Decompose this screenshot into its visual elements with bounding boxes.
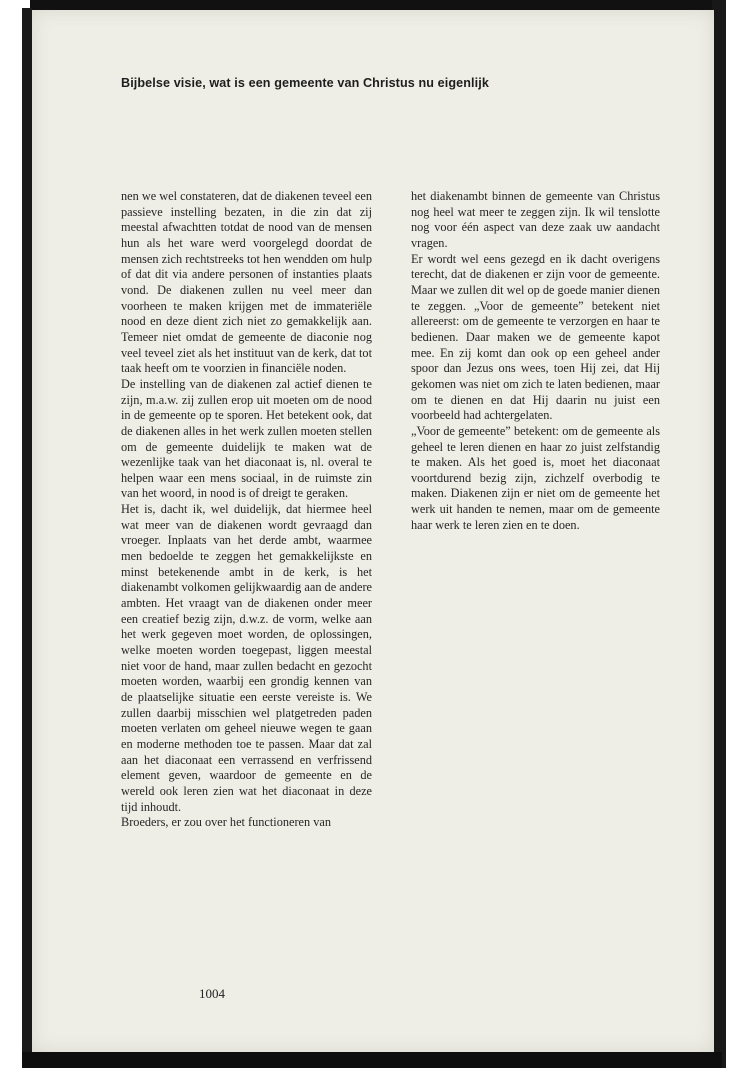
scan-border-bottom — [22, 1052, 722, 1068]
paragraph: Er wordt wel eens gezegd en ik dacht overigens terecht, dat de diakenen er zijn voor de gemeente. Maar we zullen dit wel op de goede manier dienen te zeggen. „Voor de gemeente” betekent niet allereerst: om de gemeente te verzorgen en haar te bedienen. Daar maken we de gemeente kapot mee. En zij komt dan ook op een geheel ander spoor dan Jezus ons wees, toen Hij zei, dat Hij gekomen was niet om zich te laten bedienen, maar om te dienen en dat Hij daarin nu juist een voorbeeld had achtergelaten. — [411, 251, 660, 423]
paragraph: nen we wel constateren, dat de diakenen teveel een passieve instelling bezaten, in die zin dat zij meestal afwachtten totdat de nood van de mensen hun als het ware werd voorgelegd doordat de mensen zich rechtstreeks tot hen wendden om hulp of dat dit via andere personen of instanties plaats vond. De diakenen zullen nu veel meer dan voorheen te maken krijgen met de immateriële nood en deze dient zich niet zo gemakkelijk aan. Temeer niet omdat de gemeente de diaconie nog veel teveel ziet als het instituut van de kerk, dat tot taak heeft om te voorzien in financiële noden. — [121, 189, 372, 376]
right-text-column — [411, 189, 660, 533]
scan-border-left — [22, 8, 32, 1063]
paragraph: „Voor de gemeente” betekent: om de gemeente als geheel te leren dienen en haar zo juist zelfstandig te maken. Als het goed is, moet het diaconaat voortdurend bezig zijn, zichzelf overbodig te maken. Diakenen zijn er niet om de gemeente het werk uit handen te nemen, maar om de gemeente haar werk te leren zien en te doen. — [411, 423, 660, 532]
paragraph: Het is, dacht ik, wel duidelijk, dat hiermee heel wat meer van de diakenen wordt gevraagd dan vroeger. Inplaats van het derde ambt, waarmee men bedoelde te zeggen het gemakkelijkste en minst betekenende ambt in de kerk, is het diakenambt volkomen gelijkwaardig aan de andere ambten. Het vraagt van de diakenen onder meer een creatief bezig zijn, d.w.z. de vorm, welke aan het werk gegeven moet worden, de oplossingen, welke moeten worden toegepast, liggen meestal niet voor de hand, maar zullen bedacht en gezocht moeten worden, waarbij een grondig kennen van de plaatselijke situatie een eerste vereiste is. We zullen daarbij misschien wel platgetreden paden moeten verlaten om geheel nieuwe wegen te gaan en moderne methoden toe te passen. Maar dat zal aan het diaconaat een verrassend en verfrissend element geven, waardoor de gemeente en de wereld ook leren zien wat het diaconaat in deze tijd inhoudt. — [121, 502, 372, 814]
scan-border-top — [30, 0, 720, 10]
paragraph: het diakenambt binnen de gemeente van Christus nog heel wat meer te zeggen zijn. Ik wil tenslotte nog voor één aspect van deze zaak uw aandacht vragen. — [411, 189, 660, 250]
running-header: Bijbelse visie, wat is een gemeente van Christus nu eigenlijk — [121, 76, 489, 90]
paragraph: De instelling van de diakenen zal actief dienen te zijn, m.a.w. zij zullen erop uit moeten om de nood in de gemeente op te sporen. Het betekent ook, dat de diakenen alles in het werk zullen moeten stellen om de gemeente duidelijk te maken wat de wezenlijke taak van het diaconaat is, nl. overal te helpen waar een mens sociaal, in de ruimste zin van het woord, in nood is of dreigt te geraken. — [121, 376, 372, 501]
page-number: 1004 — [199, 986, 225, 1001]
paragraph: Broeders, er zou over het functioneren van — [121, 815, 331, 830]
left-text-column — [121, 189, 372, 831]
scan-border-right — [712, 0, 726, 1068]
